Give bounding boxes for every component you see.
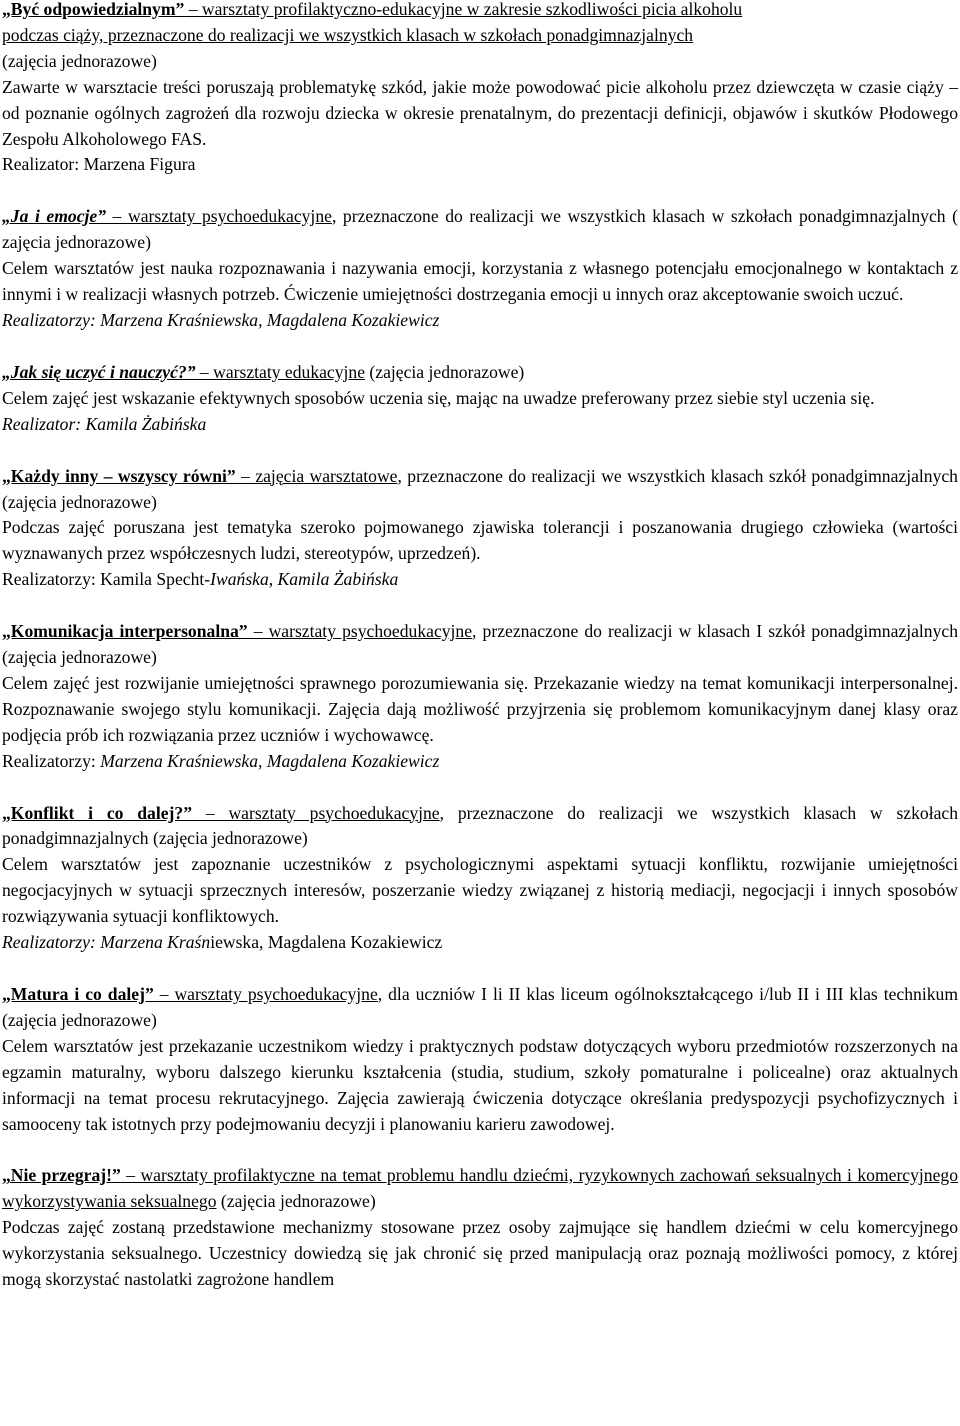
workshop-entry bbox=[2, 801, 958, 956]
workshop-type: – warsztaty psychoedukacyjne bbox=[106, 206, 332, 227]
workshop-type: – warsztaty edukacyjne bbox=[195, 361, 366, 382]
workshop-target: , przeznaczone do realizacji we wszystkich klasach w szkołach ponadgimnazjalnych ( zajęcia jednorazowe) bbox=[2, 206, 959, 253]
workshop-title: „Konflikt i co dalej?” bbox=[2, 802, 193, 823]
workshop-target: (zajęcia jednorazowe) bbox=[365, 361, 525, 382]
workshop-entry bbox=[2, 360, 958, 438]
workshop-description: Celem warsztatów jest zapoznanie uczestników z psychologicznymi aspektami sytuacji konfliktu, rozwijanie umiejętności negocjacyjnych w sytuacji sprzecznych interesów, poszerzanie wiedzy związanej z historią mediacji, negocjacji i innych sposobów rozwiązywania sytuacji konfliktowych. bbox=[2, 854, 958, 927]
workshop-entry bbox=[2, 982, 958, 1137]
workshop-realizer: Realizator: Marzena Figura bbox=[2, 154, 196, 175]
workshop-description: Celem zajęć jest rozwijanie umiejętności sprawnego porozumiewania się. Przekazanie wiedzy na temat komunikacji interpersonalnej. Rozpoznawanie swojego stylu komunikacji. Zajęcia dają możliwość przyjrzenia się problemom komunikacyjnym danej klasy oraz podjęcia prób ich rozwiązania przez uczniów i wychowawcę. bbox=[2, 672, 958, 745]
workshop-type: – warsztaty profilaktyczne na temat problemu handlu dziećmi, ryzykownych zachowań seksualnych i komercyjnego wykorzystywania seksualnego bbox=[2, 1165, 959, 1212]
workshop-mode: (zajęcia jednorazowe) bbox=[2, 50, 157, 71]
workshop-type: – warsztaty psychoedukacyjne bbox=[192, 802, 440, 823]
workshop-heading bbox=[2, 619, 958, 671]
workshop-realizer: Realizator: Kamila Żabińska bbox=[2, 413, 207, 434]
realizer-plain: Realizatorzy: bbox=[2, 750, 101, 771]
workshop-entry bbox=[2, 1163, 958, 1293]
workshop-heading bbox=[2, 204, 958, 256]
workshop-description: Podczas zajęć zostaną przedstawione mechanizmy stosowane przez osoby zajmujące się handlem dziećmi w celu komercyjnego wykorzystania seksualnego. Uczestnicy dowiedzą się jak chronić się przed manipulacją oraz poznają możliwości pomocy, z której mogą skorzystać nastolatki zagrożone handlem bbox=[2, 1217, 958, 1290]
workshop-title: „Ja i emocje” bbox=[2, 206, 107, 227]
workshop-target: , dla uczniów I li II klas liceum ogólnokształcącego i/lub II i III klas technikum (zajęcia jednorazowe) bbox=[2, 984, 958, 1030]
realizer-plain: Realizatorzy: Kamila Specht- bbox=[2, 569, 211, 590]
realizer-plain: iewska, Magdalena Kozakiewicz bbox=[210, 932, 443, 953]
workshop-type-cont: podczas ciąży, przeznaczone do realizacji we wszystkich klasach w szkołach ponadgimnazjalnych bbox=[2, 24, 694, 45]
workshop-description: Celem warsztatów jest przekazanie uczestnikom wiedzy i praktycznych podstaw dotyczących wyboru przedmiotów rozszerzonych na egzamin maturalny, wyboru dalszego kierunku kształcenia (studia, studium, szkoły pomaturalne i policealne) oraz aktualnych informacji na temat procesu rekrutacyjnego. Zajęcia zawierają ćwiczenia dotyczące określania predyspozycji psychofizycznych i samooceny tak istotnych przy podejmowaniu decyzji i planowaniu karieru zawodowej. bbox=[2, 1035, 958, 1134]
realizer-italic: Realizatorzy: Marzena Kraśn bbox=[2, 932, 211, 953]
workshop-title: „Komunikacja interpersonalna” bbox=[2, 621, 248, 642]
workshop-realizer bbox=[2, 567, 958, 593]
workshop-heading bbox=[2, 801, 958, 853]
workshop-description: Celem warsztatów jest nauka rozpoznawania i nazywania emocji, korzystania z własnego potencjału emocjonalnego w kontaktach z innymi i w realizacji własnych potrzeb. Ćwiczenie umiejętności dostrzegania emocji u innych oraz akceptowanie swoich uczuć. bbox=[2, 258, 958, 305]
workshop-heading bbox=[2, 464, 958, 516]
workshop-entry bbox=[2, 464, 958, 594]
realizer-italic: Marzena Kraśniewska, Magdalena Kozakiewicz bbox=[100, 750, 440, 771]
workshop-heading bbox=[2, 1163, 958, 1215]
workshop-type: – zajęcia warsztatowe bbox=[235, 465, 398, 486]
workshop-description: Podczas zajęć poruszana jest tematyka szeroko pojmowanego zjawiska tolerancji i poszanowania drugiego człowieka (wartości wyznawanych przez współczesnych ludzi, stereotypów, uprzedzeń). bbox=[2, 517, 958, 564]
workshop-type: – warsztaty psychoedukacyjne bbox=[247, 621, 473, 642]
workshop-entry bbox=[2, 619, 958, 774]
workshop-type: – warsztaty psychoedukacyjne bbox=[153, 984, 378, 1004]
workshop-realizer bbox=[2, 749, 958, 775]
workshop-target: , przeznaczone do realizacji we wszystkich klasach w szkołach ponadgimnazjalnych (zajęcia jednorazowe) bbox=[2, 802, 959, 849]
workshop-description: Celem zajęć jest wskazanie efektywnych sposobów uczenia się, mając na uwadze preferowany przez siebie styl uczenia się. bbox=[2, 387, 875, 408]
workshop-target: (zajęcia jednorazowe) bbox=[216, 1191, 376, 1212]
workshop-title: „Być odpowiedzialnym” bbox=[2, 0, 185, 19]
workshop-description: Zawarte w warsztacie treści poruszają problematykę szkód, jakie może powodować picie alkoholu przez dziewczęta w czasie ciąży – od poznanie ogólnych zagrożeń dla rozwoju dziecka w okresie prenatalnym, do prezentacji definicji, objawów i skutków Płodowego Zespołu Alkoholowego FAS. bbox=[2, 76, 958, 149]
workshop-realizer: Realizatorzy: Marzena Kraśniewska, Magdalena Kozakiewicz bbox=[2, 309, 440, 330]
workshop-entry bbox=[2, 0, 958, 178]
workshop-title: „Nie przegraj!” bbox=[2, 1165, 121, 1186]
workshop-realizer bbox=[2, 930, 958, 956]
workshop-type: – warsztaty profilaktyczno-edukacyjne w zakresie szkodliwości picia alkoholu bbox=[184, 0, 743, 19]
workshop-target: , przeznaczone do realizacji w klasach I szkół ponadgimnazjalnych (zajęcia jednorazowe) bbox=[2, 621, 958, 668]
workshop-heading bbox=[2, 982, 958, 1034]
workshop-title: „Matura i co dalej” bbox=[2, 984, 154, 1004]
workshop-title: „Jak się uczyć i nauczyć?” bbox=[2, 361, 196, 382]
workshop-entry bbox=[2, 204, 958, 334]
workshop-heading bbox=[2, 0, 958, 75]
workshop-title: „Każdy inny – wszyscy równi” bbox=[2, 465, 236, 486]
workshop-heading bbox=[2, 360, 958, 386]
realizer-italic: Iwańska, Kamila Żabińska bbox=[210, 569, 399, 590]
workshop-target: , przeznaczone do realizacji we wszystkich klasach szkół ponadgimnazjalnych (zajęcia jednorazowe) bbox=[2, 465, 958, 512]
